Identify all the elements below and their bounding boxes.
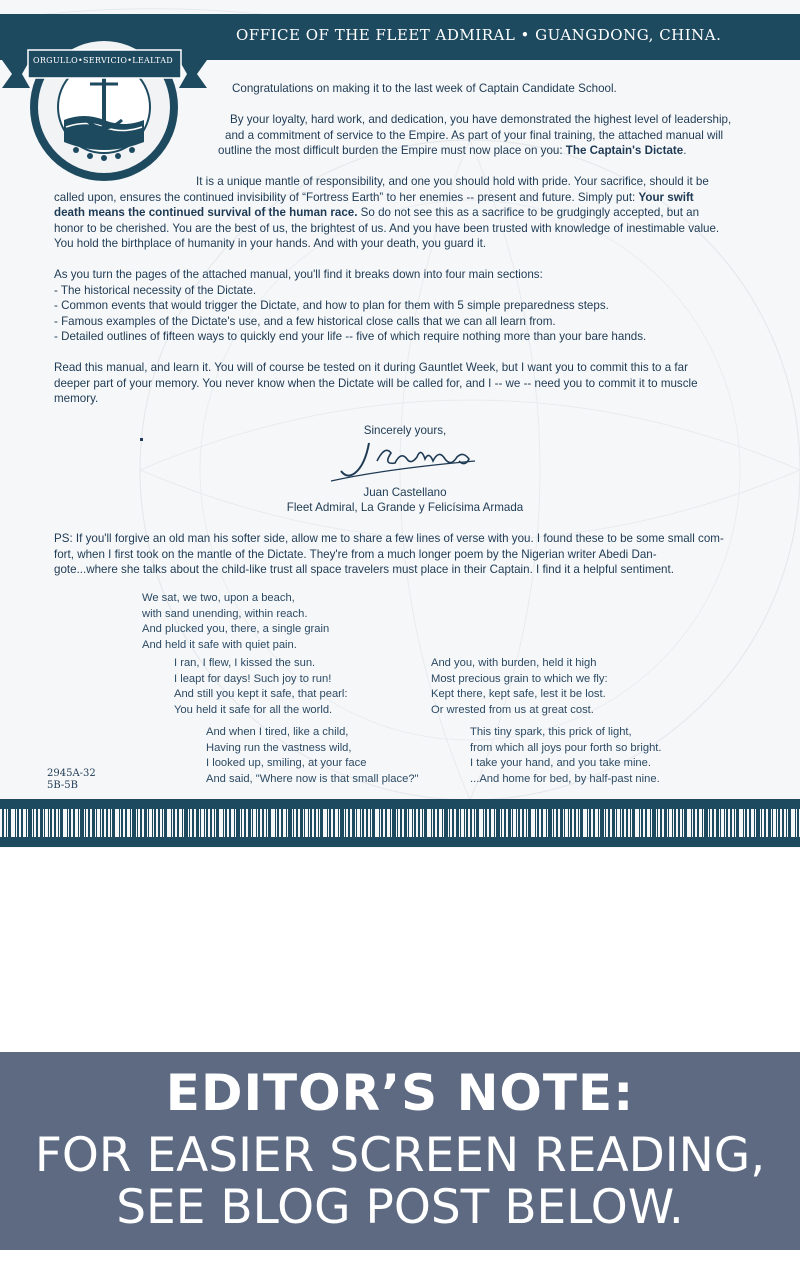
paragraph-memory-line3: memory.	[54, 392, 99, 406]
signer-name: Juan Castellano	[363, 485, 447, 499]
document-code: 2945A-32 5B-5B	[47, 768, 96, 791]
editors-note-title: EDITOR’S NOTE:	[165, 1064, 635, 1122]
postscript-line1: PS: If you'll forgive an old man his softer side, allow me to share a few lines of verse with you. I found these to be some small com-	[54, 532, 724, 545]
editors-note-line2: SEE BLOG POST BELOW.	[116, 1180, 684, 1235]
list-item: - The historical necessity of the Dictate.	[54, 283, 257, 297]
paragraph-congratulations: Congratulations on making it to the last week of Captain Candidate School.	[232, 82, 617, 95]
signature-icon	[325, 439, 485, 485]
paragraph-loyalty-line3: outline the most difficult burden the Empire must now place on you: The Captain's Dictate.	[218, 144, 687, 158]
list-item: - Common events that would trigger the Dictate, and how to plan for them with 5 simple preparedness steps.	[54, 299, 609, 313]
barcode-strip	[0, 799, 800, 847]
paragraph-mantle-line1: It is a unique mantle of responsibility, and one you should hold with pride. Your sacrifice, should it be	[196, 175, 709, 188]
captains-dictate-bold: The Captain's Dictate	[565, 144, 684, 158]
poem-stanza-3: And you, with burden, held it high Most precious grain to which we fly: Kept there, kept safe, lest it be lost. Or wrested from us at great cost.	[431, 657, 608, 716]
header-title: OFFICE OF THE FLEET ADMIRAL • GUANGDONG, CHINA.	[236, 26, 722, 44]
paragraph-mantle-line2: called upon, ensures the continued invisibility of “Fortress Earth” to her enemies -- present and future. Simply put: Your swift	[54, 190, 694, 204]
list-item: - Detailed outlines of fifteen ways to quickly end your life -- five of which require nothing more than your bare hands.	[54, 330, 647, 344]
poem-stanza-5: This tiny spark, this prick of light, from which all joys pour forth so bright. I take your hand, and you take mine. ...And home for bed, by half-past nine.	[470, 726, 662, 785]
paragraph-loyalty-line1: By your loyalty, hard work, and dedication, you have demonstrated the highest level of leadership,	[230, 113, 732, 126]
paragraph-mantle-line3: death means the continued survival of the human race. So do not see this as a sacrifice to be grudgingly accepted, but an	[54, 206, 700, 220]
signer-title: Fleet Admiral, La Grande y Felicísima Armada	[286, 501, 524, 515]
seal-motto: ORGULLO•SERVICIO•LEALTAD	[32, 56, 174, 65]
paragraph-memory-line1: Read this manual, and learn it. You will of course be tested on it during Gauntlet Week, but I want you to commit this to a far	[54, 361, 688, 374]
signature-block	[250, 423, 560, 516]
poem-stanza-2: I ran, I flew, I kissed the sun. I leapt for days! Such joy to run! And still you kept it safe, that pearl: You held it safe for all the world.	[174, 657, 348, 716]
paragraph-loyalty-line2: and a commitment of service to the Empire. As part of your final training, the attached manual will	[225, 128, 724, 142]
sections-intro: As you turn the pages of the attached manual, you'll find it breaks down into four main sections:	[54, 268, 543, 281]
editors-note-line1: FOR EASIER SCREEN READING,	[34, 1128, 766, 1183]
paragraph-mantle-line4: honor to be cherished. You are the best of us, the brightest of us. And you have been trusted with knowledge of inestimable value.	[54, 221, 720, 235]
list-item: - Famous examples of the Dictate's use, and a few historical close calls that we can all learn from.	[54, 314, 556, 328]
paragraph-mantle-line5: You hold the birthplace of humanity in your hands. And with your death, you guard it.	[54, 237, 487, 251]
sections-list	[54, 283, 646, 345]
postscript-line3: gote...where she talks about the child-like trust all space travelers must place in their Captain. I find it a helpful sentiment.	[54, 563, 674, 577]
closing-text: Sincerely yours,	[363, 424, 447, 437]
armada-seal-icon	[2, 32, 207, 182]
poem-stanza-4: And when I tired, like a child, Having run the vastness wild, I looked up, smiling, at your face And said, "Where now is that small place?"	[206, 726, 419, 785]
editors-note-banner	[0, 1052, 800, 1250]
paragraph-memory-line2: deeper part of your memory. You never know when the Dictate will be called for, and I -- we -- need you to commit it to muscle	[54, 376, 698, 390]
stray-dot	[140, 438, 143, 441]
postscript-line2: fort, when I first took on the mantle of the Dictate. They're from a much longer poem by the Nigerian writer Abedi Dan-	[54, 547, 657, 561]
poem-stanza-1: We sat, we two, upon a beach, with sand unending, within reach. And plucked you, there, a single grain And held it safe with quiet pain.	[142, 592, 330, 651]
